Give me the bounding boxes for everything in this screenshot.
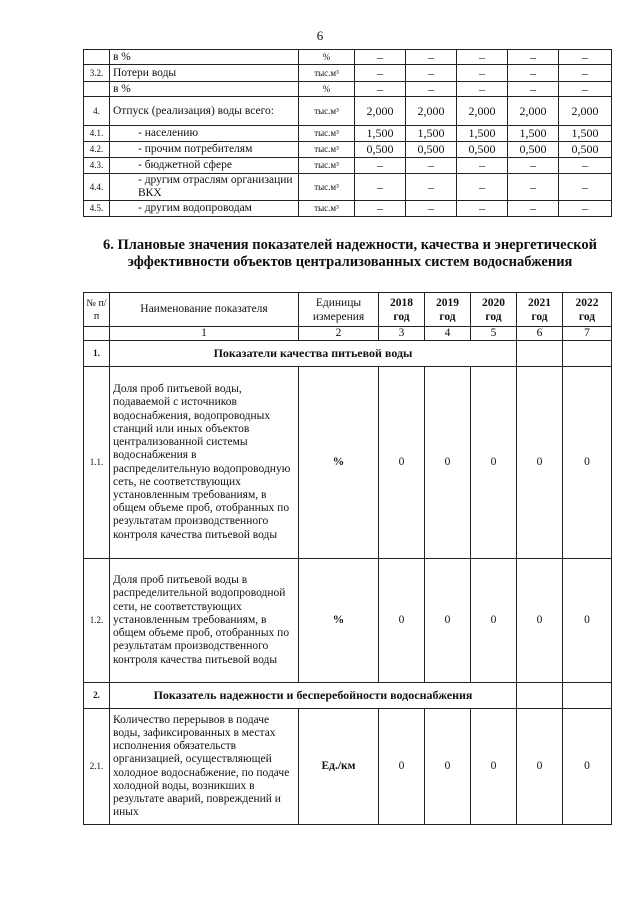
row-value: 0,500 (406, 142, 457, 158)
row-value: – (457, 65, 508, 82)
row-value: 2,000 (559, 97, 612, 126)
indicator-value: 0 (425, 367, 471, 559)
row-name: Потери воды (110, 65, 299, 82)
row-value: – (559, 201, 612, 217)
section-heading: Показатели качества питьевой воды (110, 341, 517, 367)
row-value: – (457, 50, 508, 65)
indicator-value: 0 (379, 367, 425, 559)
row-unit: тыс.м³ (299, 158, 355, 174)
row-value: – (508, 50, 559, 65)
row-value: 1,500 (508, 126, 559, 142)
indicator-value: 0 (517, 709, 563, 825)
indicator-value: 0 (471, 559, 517, 683)
row-name: - прочим потребителям (110, 142, 299, 158)
row-num (84, 50, 110, 65)
row-value: – (406, 174, 457, 201)
water-balance-table (83, 49, 612, 217)
empty-cell (517, 341, 563, 367)
row-value: 2,000 (355, 97, 406, 126)
row-num: 4.1. (84, 126, 110, 142)
indicator-value: 0 (471, 367, 517, 559)
indicator-value: 0 (563, 367, 612, 559)
indicator-value: 0 (425, 559, 471, 683)
indicator-unit: % (299, 367, 379, 559)
table-row (84, 65, 612, 82)
header-year: 2021 год (517, 293, 563, 327)
header-num: № п/п (84, 293, 110, 327)
row-num: 2.1. (84, 709, 110, 825)
row-unit: % (299, 82, 355, 97)
indicator-value: 0 (471, 709, 517, 825)
column-number: 3 (379, 327, 425, 341)
indicator-value: 0 (379, 559, 425, 683)
column-number: 6 (517, 327, 563, 341)
row-value: – (355, 158, 406, 174)
table-row (84, 50, 612, 65)
indicator-value: 0 (517, 559, 563, 683)
row-unit: тыс.м³ (299, 201, 355, 217)
empty-cell (517, 683, 563, 709)
section-row (84, 341, 612, 367)
section-title: 6. Плановые значения показателей надежности, качества и энергетической эффективности объектов централизованных систем водоснабжения (103, 237, 597, 270)
row-value: – (355, 174, 406, 201)
header-year: 2022 год (563, 293, 612, 327)
row-value: 1,500 (406, 126, 457, 142)
row-num (84, 82, 110, 97)
table-row (84, 367, 612, 559)
column-number: 2 (299, 327, 379, 341)
row-value: – (559, 158, 612, 174)
header-row (84, 293, 612, 327)
row-name: - другим водопроводам (110, 201, 299, 217)
table-row (84, 126, 612, 142)
row-value: – (559, 65, 612, 82)
row-value: – (457, 158, 508, 174)
column-number: 7 (563, 327, 612, 341)
header-name: Наименование показателя (110, 293, 299, 327)
row-num: 3.2. (84, 65, 110, 82)
row-name: в % (110, 82, 299, 97)
indicator-value: 0 (379, 709, 425, 825)
row-value: – (406, 65, 457, 82)
header-unit: Единицы измерения (299, 293, 379, 327)
row-unit: тыс.м³ (299, 65, 355, 82)
row-name: в % (110, 50, 299, 65)
row-num: 4. (84, 97, 110, 126)
row-unit: тыс.м³ (299, 97, 355, 126)
table-row (84, 201, 612, 217)
row-value: 0,500 (457, 142, 508, 158)
header-year: 2019 год (425, 293, 471, 327)
indicator-value: 0 (563, 559, 612, 683)
row-num: 4.2. (84, 142, 110, 158)
row-value: – (355, 65, 406, 82)
row-unit: тыс.м³ (299, 142, 355, 158)
table-row (84, 559, 612, 683)
row-name: - бюджетной сфере (110, 158, 299, 174)
column-number: 4 (425, 327, 471, 341)
indicator-value: 0 (563, 709, 612, 825)
header-year: 2020 год (471, 293, 517, 327)
row-value: 0,500 (508, 142, 559, 158)
section-row (84, 683, 612, 709)
row-unit: тыс.м³ (299, 126, 355, 142)
row-value: – (457, 174, 508, 201)
column-number: 1 (110, 327, 299, 341)
row-num: 4.3. (84, 158, 110, 174)
indicator-value: 0 (517, 367, 563, 559)
row-unit: тыс.м³ (299, 174, 355, 201)
row-value: – (457, 201, 508, 217)
row-value: 2,000 (457, 97, 508, 126)
row-value: – (508, 174, 559, 201)
indicator-value: 0 (425, 709, 471, 825)
row-value: 2,000 (406, 97, 457, 126)
table-row (84, 709, 612, 825)
row-name: - другим отраслям организации ВКХ (110, 174, 299, 201)
empty-cell (563, 341, 612, 367)
row-unit: % (299, 50, 355, 65)
table-row (84, 142, 612, 158)
indicator-name: Количество перерывов в подаче воды, зафиксированных в местах исполнения обязательств организацией, осуществляющей холодное водоснабжение, по подаче холодной воды, возникших в результате аварий, повреждений и иных (110, 709, 299, 825)
section-heading: Показатель надежности и бесперебойности водоснабжения (110, 683, 517, 709)
row-name: Отпуск (реализация) воды всего: (110, 97, 299, 126)
row-value: – (508, 65, 559, 82)
table-row (84, 97, 612, 126)
row-value: – (406, 201, 457, 217)
empty-cell (563, 683, 612, 709)
column-numbers-row (84, 327, 612, 341)
row-value: 2,000 (508, 97, 559, 126)
row-value: 0,500 (559, 142, 612, 158)
row-num: 1.1. (84, 367, 110, 559)
row-value: – (559, 50, 612, 65)
column-number: 5 (471, 327, 517, 341)
row-name: - населению (110, 126, 299, 142)
indicator-name: Доля проб питьевой воды в распределительной водопроводной сети, не соответствующих установленным требованиям, в общем объеме проб, отобранных по результатам производственного контроля качества питьевой воды (110, 559, 299, 683)
table-row (84, 174, 612, 201)
section-num: 1. (84, 341, 110, 367)
row-value: – (406, 82, 457, 97)
row-value: – (508, 82, 559, 97)
table-row (84, 158, 612, 174)
row-num: 4.5. (84, 201, 110, 217)
row-value: 0,500 (355, 142, 406, 158)
row-value: – (355, 50, 406, 65)
row-num: 1.2. (84, 559, 110, 683)
row-value: – (355, 201, 406, 217)
row-value: – (355, 82, 406, 97)
row-value: 1,500 (457, 126, 508, 142)
row-value: – (457, 82, 508, 97)
row-value: 1,500 (355, 126, 406, 142)
row-value: – (406, 50, 457, 65)
row-value: – (406, 158, 457, 174)
row-value: – (508, 201, 559, 217)
row-value: – (559, 174, 612, 201)
row-value: 1,500 (559, 126, 612, 142)
row-value: – (559, 82, 612, 97)
table-row (84, 82, 612, 97)
indicator-unit: % (299, 559, 379, 683)
indicator-unit: Ед./км (299, 709, 379, 825)
header-year: 2018 год (379, 293, 425, 327)
row-value: – (508, 158, 559, 174)
page-number: 6 (316, 28, 324, 43)
indicators-table (83, 292, 612, 825)
section-num: 2. (84, 683, 110, 709)
indicator-name: Доля проб питьевой воды, подаваемой с источников водоснабжения, водопроводных станций или иных объектов централизованной системы водоснабжения в распределительную водопроводную сеть, не соответствующих установленным требованиям, в общем объеме проб, отобранных по результатам производственного контроля качества питьевой воды (110, 367, 299, 559)
column-number-empty (84, 327, 110, 341)
row-num: 4.4. (84, 174, 110, 201)
